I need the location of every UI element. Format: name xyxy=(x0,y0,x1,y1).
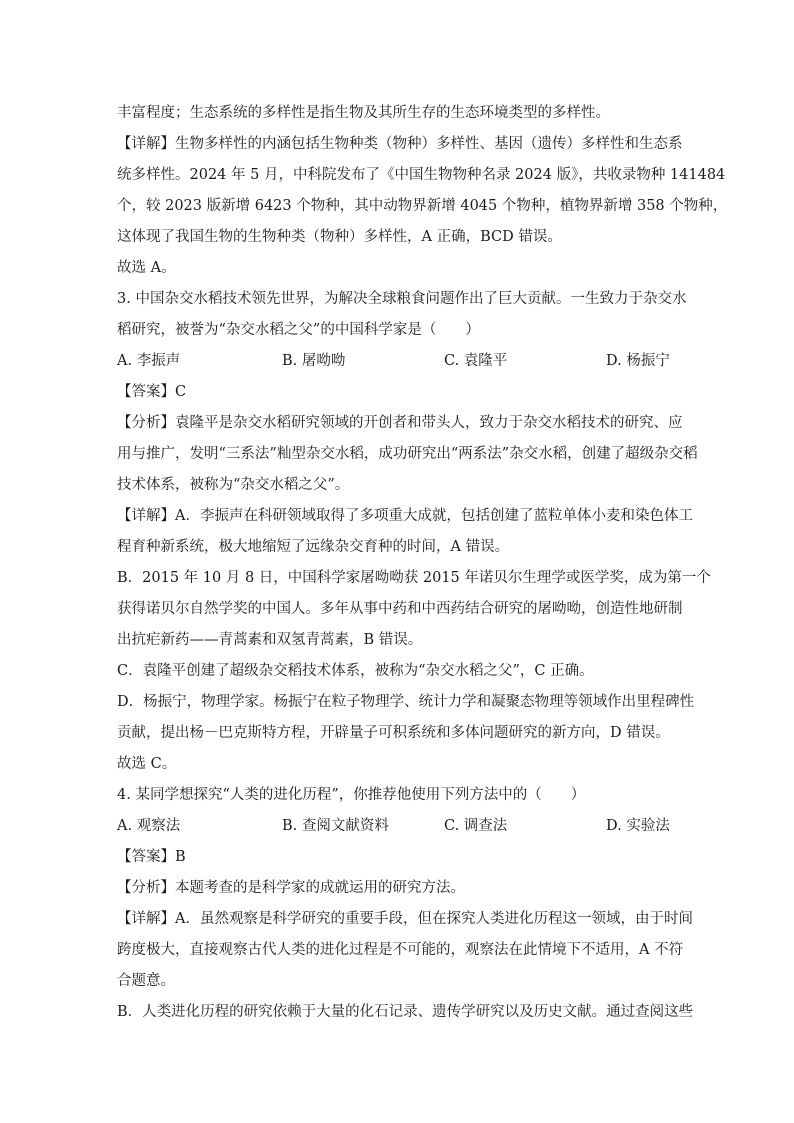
text-line: 【详解】生物多样性的内涵包括生物种类（物种）多样性、基因（遗传）多样性和生态系 xyxy=(117,136,683,152)
text-line: 技术体系，被称为“杂交水稻之父”。 xyxy=(117,477,350,493)
text-line: 合题意。 xyxy=(117,973,175,989)
option-d: D. 杨振宁 xyxy=(606,353,670,369)
answer-line: 【答案】B xyxy=(117,849,186,865)
option-c: C. 袁隆平 xyxy=(444,353,508,369)
text-line: 用与推广，发明“三系法”籼型杂交水稻，成功研究出“两系法”杂交水稻，创建了超级杂交稻 xyxy=(117,446,698,462)
option-a: A. 李振声 xyxy=(117,353,181,369)
option-c: C. 调查法 xyxy=(444,818,508,834)
question-4-options xyxy=(117,816,677,836)
text-line: B．人类进化历程的研究依赖于大量的化石记录、遗传学研究以及历史文献。通过查阅这些 xyxy=(117,1004,694,1020)
detail-line: 【详解】A．李振声在科研领域取得了多项重大成就，包括创建了蓝粒单体小麦和染色体工 xyxy=(117,508,693,524)
detail-line: 【详解】A．虽然观察是科学研究的重要手段，但在探究人类进化历程这一领域，由于时间 xyxy=(117,911,693,927)
text-line: 故选 C。 xyxy=(117,756,177,772)
text-line: 跨度极大，直接观察古代人类的进化过程是不可能的，观察法在此情境下不适用，A 不符 xyxy=(117,942,684,958)
text-line: D．杨振宁，物理学家。杨振宁在粒子物理学、统计力学和凝聚态物理等领域作出里程碑性 xyxy=(117,694,695,710)
text-line: B．2015 年 10 月 8 日，中国科学家屠呦呦获 2015 年诺贝尔生理学或医学奖，成为第一个 xyxy=(117,570,711,586)
question-3-stem: 稻研究，被誉为“杂交水稻之父”的中国科学家是（ ） xyxy=(117,322,480,338)
text-line: 程育种新系统，极大地缩短了远缘杂交育种的时间，A 错误。 xyxy=(117,539,510,555)
question-3-stem: 3. 中国杂交水稻技术领先世界，为解决全球粮食问题作出了巨大贡献。一生致力于杂交水 xyxy=(117,291,687,307)
question-4-stem: 4. 某同学想探究“人类的进化历程”，你推荐他使用下列方法中的（ ） xyxy=(117,787,586,803)
text-line: C．袁隆平创建了超级杂交稻技术体系，被称为“杂交水稻之父”，C 正确。 xyxy=(117,663,594,679)
option-b: B. 查阅文献资料 xyxy=(282,818,389,834)
text-line: 丰富程度；生态系统的多样性是指生物及其所生存的生态环境类型的多样性。 xyxy=(117,105,610,121)
option-b: B. 屠呦呦 xyxy=(282,353,346,369)
text-line: 这体现了我国生物的生物种类（物种）多样性，A 正确，BCD 错误。 xyxy=(117,229,562,245)
text-line: 故选 A。 xyxy=(117,260,176,276)
analysis-line: 【分析】本题考查的是科学家的成就运用的研究方法。 xyxy=(117,880,465,896)
text-line: 个，较 2023 版新增 6423 个物种，其中动物界新增 4045 个物种，植物界新增 358 个物种， xyxy=(117,198,728,214)
text-line: 出抗疟新药——青蒿素和双氢青蒿素，B 错误。 xyxy=(117,632,423,648)
option-a: A. 观察法 xyxy=(117,818,181,834)
answer-line: 【答案】C xyxy=(117,384,187,400)
text-line: 贡献，提出杨－巴克斯特方程，开辟量子可积系统和多体问题研究的新方向，D 错误。 xyxy=(117,725,670,741)
question-3-options xyxy=(117,351,677,371)
text-line: 获得诺贝尔自然学奖的中国人。多年从事中药和中西药结合研究的屠呦呦，创造性地研制 xyxy=(117,601,683,617)
analysis-line: 【分析】袁隆平是杂交水稻研究领域的开创者和带头人，致力于杂交水稻技术的研究、应 xyxy=(117,415,683,431)
text-line: 统多样性。2024 年 5 月，中科院发布了《中国生物物种名录 2024 版》，共收录物种 141484 xyxy=(117,167,726,183)
option-d: D. 实验法 xyxy=(606,818,670,834)
